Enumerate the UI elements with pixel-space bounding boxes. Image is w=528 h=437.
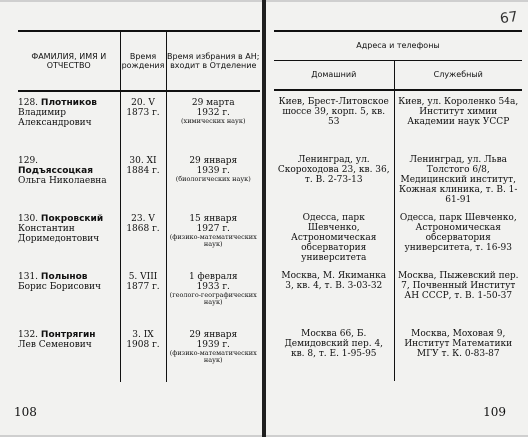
election-year: 1932 г. (196, 108, 230, 119)
left-page (0, 2, 262, 435)
table-row (274, 90, 522, 149)
election-year: 1933 г. (196, 282, 230, 293)
surname: Покровский (40, 214, 104, 224)
given-names: Лев Семенович (18, 340, 92, 351)
birth-day: 23. V (131, 214, 155, 224)
election-info (166, 208, 260, 266)
person-name (18, 208, 120, 266)
election-date: 29 января (189, 330, 238, 340)
name-column-header: ФАМИЛИЯ, ИМЯ И ОТЧЕСТВО (18, 31, 120, 91)
surname: Подъяссоцкая (18, 166, 94, 177)
table-row (274, 265, 522, 323)
table-row (18, 208, 260, 266)
surname: Полынов (40, 272, 88, 282)
entry-number: 128. (18, 98, 39, 108)
birth-year: 1908 г. (126, 340, 160, 351)
election-info (166, 324, 260, 382)
birth-day: 20. V (131, 98, 155, 108)
birth-date (120, 150, 166, 208)
birth-column-header: Время рождения (120, 31, 166, 91)
birth-date (120, 208, 166, 266)
surname: Понтрягин (40, 330, 96, 340)
given-names: Борис Борисович (18, 282, 101, 293)
election-info (166, 266, 260, 324)
person-name (18, 266, 120, 324)
entry-number: 129. (18, 156, 39, 166)
addresses-table (274, 30, 522, 381)
home-column-header: Домашний (274, 61, 394, 91)
right-page (266, 2, 528, 435)
table-row (18, 91, 260, 150)
election-info (166, 91, 260, 150)
table-row (18, 324, 260, 382)
table-row (274, 149, 522, 207)
birth-year: 1877 г. (126, 282, 160, 293)
election-date: 29 марта (191, 98, 235, 108)
work-address: Ленинград, ул. Льва Толстого 6/8, Медицинский институт, Кожная клиника, т. В. 1-61-91 (394, 149, 522, 207)
names-table (18, 30, 260, 382)
surname: Плотников (40, 98, 97, 108)
birth-date (120, 324, 166, 382)
department-note: (физико-математических наук) (169, 349, 257, 365)
birth-year: 1868 г. (126, 224, 160, 235)
entry-number: 130. (18, 214, 39, 224)
work-column-header: Служебный (394, 61, 522, 91)
person-name (18, 150, 120, 208)
birth-date (120, 266, 166, 324)
given-names: Ольга Николаевна (18, 176, 107, 187)
birth-date (120, 91, 166, 150)
election-column-header: Время избрания в АН; входит в Отделение (166, 31, 260, 91)
department-note: (геолого-географических наук) (169, 291, 257, 307)
department-note: (биологических наук) (175, 175, 251, 184)
birth-year: 1873 г. (126, 108, 160, 119)
department-note: (физико-математических наук) (169, 233, 257, 249)
page-number-right: 109 (483, 405, 506, 419)
person-name (18, 91, 120, 150)
table-row (18, 150, 260, 208)
work-address: Москва, Пыжевский пер. 7, Почвенный Институт АН СССР, т. В. 1-50-37 (394, 265, 522, 323)
entry-number: 131. (18, 272, 39, 282)
home-address: Москва 66, Б. Демидовский пер. 4, кв. 8, т. Е. 1-95-95 (284, 329, 384, 360)
department-note: (химических наук) (181, 117, 246, 126)
home-address: Москва, М. Якиманка 3, кв. 4, т. В. 3-03-32 (281, 271, 387, 292)
birth-year: 1884 г. (126, 166, 160, 177)
election-date: 29 января (189, 156, 238, 166)
election-date: 1 февраля (188, 272, 238, 282)
election-year: 1939 г. (196, 166, 230, 177)
work-address: Одесса, парк Шевченко, Астрономическая обсерватория университета, т. 16-93 (394, 207, 522, 265)
handwritten-mark: 67 (499, 8, 520, 28)
page-number-left: 108 (14, 405, 37, 419)
table-row (274, 323, 522, 381)
election-info (166, 150, 260, 208)
election-date: 15 января (189, 214, 238, 224)
work-address: Киев, ул. Короленко 54а, Институт химии Академии наук УССР (394, 90, 522, 149)
table-row (274, 207, 522, 265)
election-year: 1939 г. (196, 340, 230, 351)
birth-day: 30. XI (129, 156, 157, 166)
addresses-group-header: Адреса и телефоны (274, 31, 522, 61)
person-name (18, 324, 120, 382)
election-year: 1927 г. (196, 224, 230, 235)
birth-day: 3. IX (132, 330, 154, 340)
home-address: Киев, Брест-Литовское шоссе 39, корп. 5, кв. 53 (278, 97, 389, 128)
work-address: Москва, Моховая 9, Институт Математики МГУ т. К. 0-83-87 (394, 323, 522, 381)
entry-number: 132. (18, 330, 39, 340)
given-names: Константин Доримедонтович (18, 224, 100, 245)
given-names: Владимир Александрович (18, 108, 92, 129)
birth-day: 5. VIII (128, 272, 158, 282)
table-row (18, 266, 260, 324)
home-address: Одесса, парк Шевченко, Астрономическая обсерватория университета (291, 213, 377, 264)
home-address: Ленинград, ул. Скороходова 23, кв. 36, т. В. 2-73-13 (277, 155, 390, 186)
